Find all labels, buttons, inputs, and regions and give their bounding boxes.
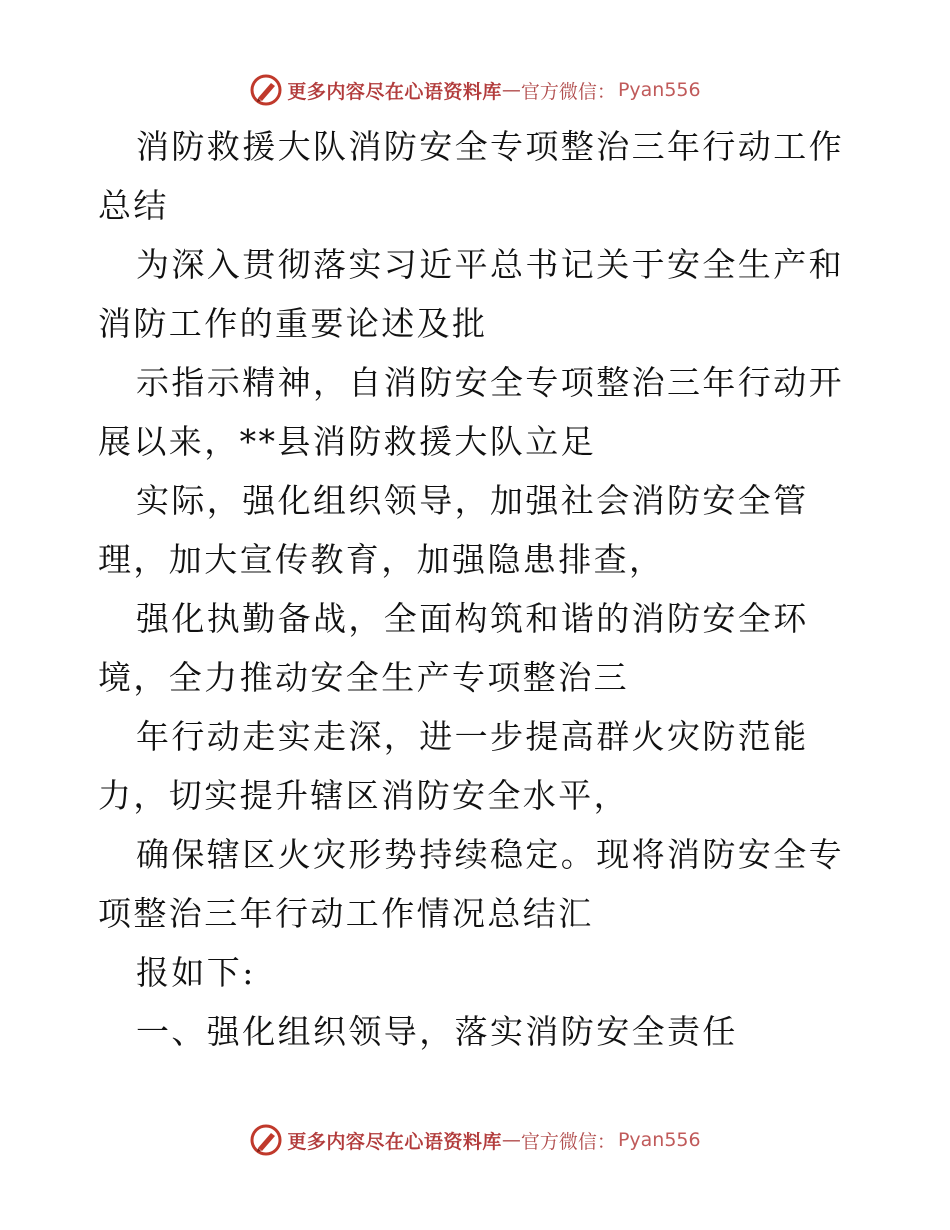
paragraph: 年行动走实走深，进一步提高群火灾防范能力，切实提升辖区消防安全水平， xyxy=(98,717,809,815)
banner-main-text: 更多内容尽在心语资料库 xyxy=(287,80,502,103)
banner-wechat-handle: Pyan556 xyxy=(617,79,701,101)
header-watermark-banner xyxy=(0,70,950,110)
pen-logo-icon xyxy=(249,73,283,107)
paragraph: 报如下: xyxy=(136,953,256,992)
paragraph: 确保辖区火灾形势持续稳定。现将消防安全专项整治三年行动工作情况总结汇 xyxy=(98,835,844,933)
section-heading: 一、强化组织领导，落实消防安全责任 xyxy=(136,1012,738,1051)
paragraph: 强化执勤备战，全面构筑和谐的消防安全环境，全力推动安全生产专项整治三 xyxy=(98,599,809,697)
pen-logo-icon xyxy=(249,1123,283,1157)
paragraph: 示指示精神，自消防安全专项整治三年行动开展以来，**县消防救援大队立足 xyxy=(98,363,844,461)
banner-separator: — xyxy=(501,79,521,101)
banner-separator: — xyxy=(501,1129,521,1151)
document-title: 消防救援大队消防安全专项整治三年行动工作总结 xyxy=(98,127,844,225)
banner-wechat-handle: Pyan556 xyxy=(617,1129,701,1151)
banner-wechat-label: 官方微信： xyxy=(520,80,616,103)
paragraph: 为深入贯彻落实习近平总书记关于安全生产和消防工作的重要论述及批 xyxy=(98,245,844,343)
document-body xyxy=(98,117,858,1061)
banner-wechat-label: 官方微信： xyxy=(520,1130,616,1153)
banner-main-text: 更多内容尽在心语资料库 xyxy=(287,1130,502,1153)
paragraph: 实际，强化组织领导，加强社会消防安全管理，加大宣传教育，加强隐患排查， xyxy=(98,481,809,579)
footer-watermark-banner xyxy=(0,1120,950,1160)
